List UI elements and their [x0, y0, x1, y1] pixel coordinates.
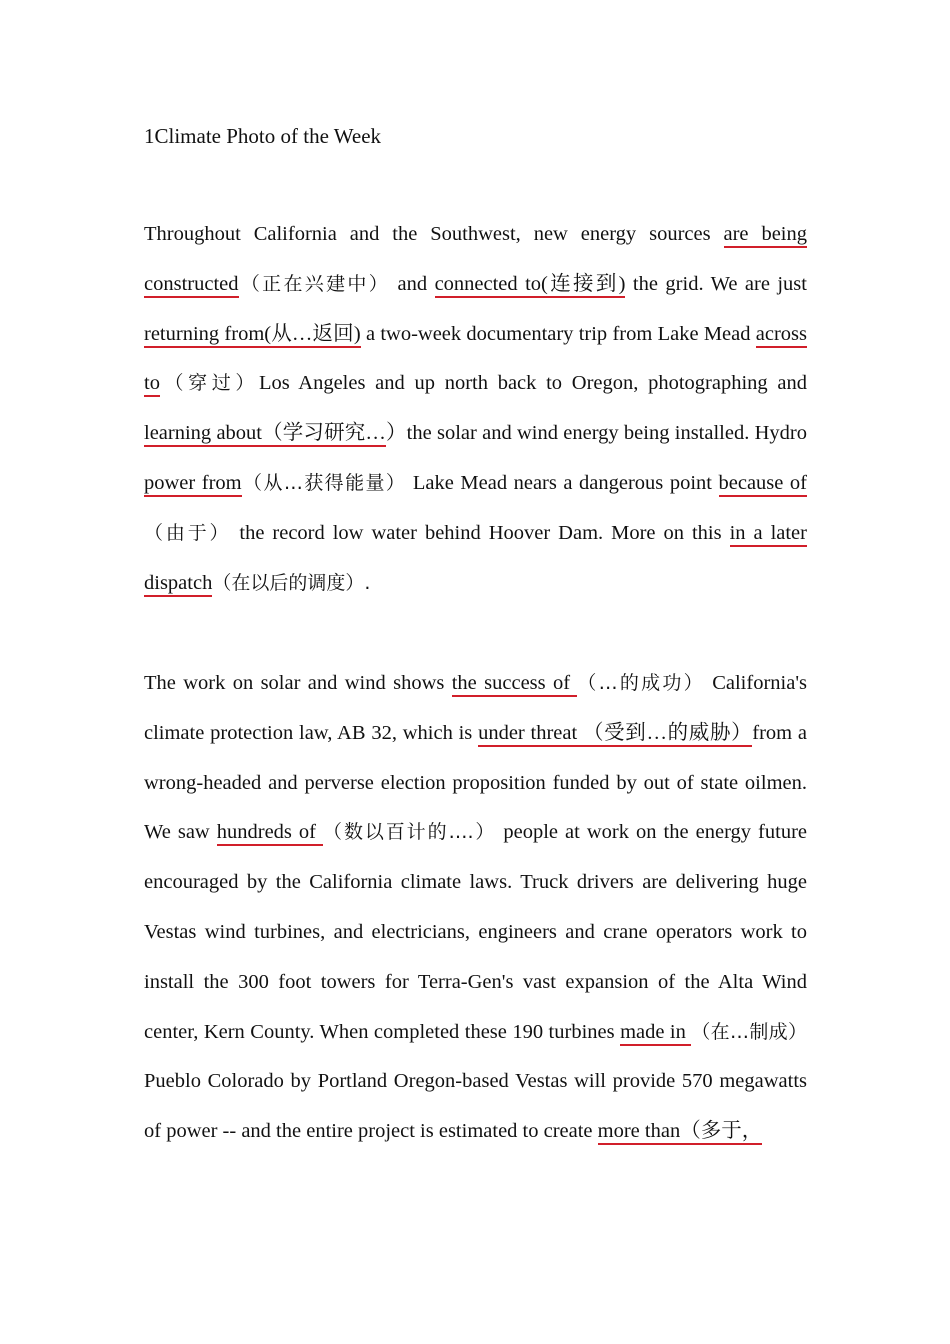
underlined-phrase: returning from(从…返回)	[144, 323, 361, 348]
paragraph-2	[144, 659, 807, 1157]
text-segment: and	[390, 272, 435, 295]
text-segment: Lake Mead nears a dangerous point	[406, 471, 719, 494]
underlined-phrase: across to	[144, 323, 807, 398]
text-segment: the grid. We are just	[625, 272, 807, 295]
underlined-phrase: power from	[144, 472, 242, 497]
chinese-gloss: （由于）	[144, 521, 232, 544]
text-segment: a two-week documentary trip from Lake Mead	[360, 322, 756, 345]
underlined-phrase: under threat （受到…的威胁）	[478, 722, 752, 747]
chinese-gloss: （在…制成）	[691, 1020, 807, 1043]
chinese-gloss: （数以百计的….）	[323, 821, 497, 844]
underlined-phrase: are being constructed	[144, 223, 807, 298]
underlined-phrase: learning about（学习研究…	[144, 422, 386, 447]
chinese-gloss: （从…获得能量）	[241, 471, 407, 494]
text-segment: people at work on the energy future encouraged by the California climate laws. Truck drivers are delivering huge Vestas wind turbines, and electricians, engineers and crane operators work to install the 300 foot towers for Terra-Gen's vast expansion of the Alta Wind center, Kern County. When completed these 190 turbines	[144, 821, 808, 1043]
text-segment: from a wrong-headed and perverse election proposition funded by out of state oilmen. We saw	[144, 721, 808, 844]
text-segment: California's climate protection law, AB 32, which is	[144, 672, 807, 744]
text-segment: ）the solar and wind energy being installed. Hydro	[385, 422, 807, 445]
chinese-gloss: （在以后的调度）.	[212, 571, 371, 594]
text-segment: The work on solar and wind shows	[144, 672, 452, 694]
text-segment: the record low water behind Hoover Dam. More on this	[231, 521, 730, 544]
chinese-gloss: （穿过）	[159, 372, 259, 395]
underlined-phrase: because of	[719, 472, 808, 497]
underlined-phrase: connected to(连接到)	[435, 273, 626, 298]
chinese-gloss: （…的成功）	[577, 672, 705, 694]
text-segment: Throughout California and the Southwest, new energy sources	[144, 223, 724, 245]
underlined-phrase: more than（多于，	[598, 1120, 763, 1145]
underlined-phrase: made in	[620, 1021, 691, 1046]
text-segment: Los Angeles and up north back to Oregon, photographing and	[258, 372, 807, 395]
underlined-phrase: in a later dispatch	[144, 522, 807, 597]
underlined-phrase: hundreds of	[217, 821, 323, 846]
underlined-phrase: the success of	[452, 672, 578, 697]
document-title: 1Climate Photo of the Week	[144, 124, 382, 148]
text-segment: Pueblo Colorado by Portland Oregon-based Vestas will provide 570 megawatts of power -- and the entire project is estimated to create	[144, 1070, 807, 1143]
paragraph-1	[144, 210, 807, 608]
chinese-gloss: （正在兴建中）	[238, 272, 391, 295]
